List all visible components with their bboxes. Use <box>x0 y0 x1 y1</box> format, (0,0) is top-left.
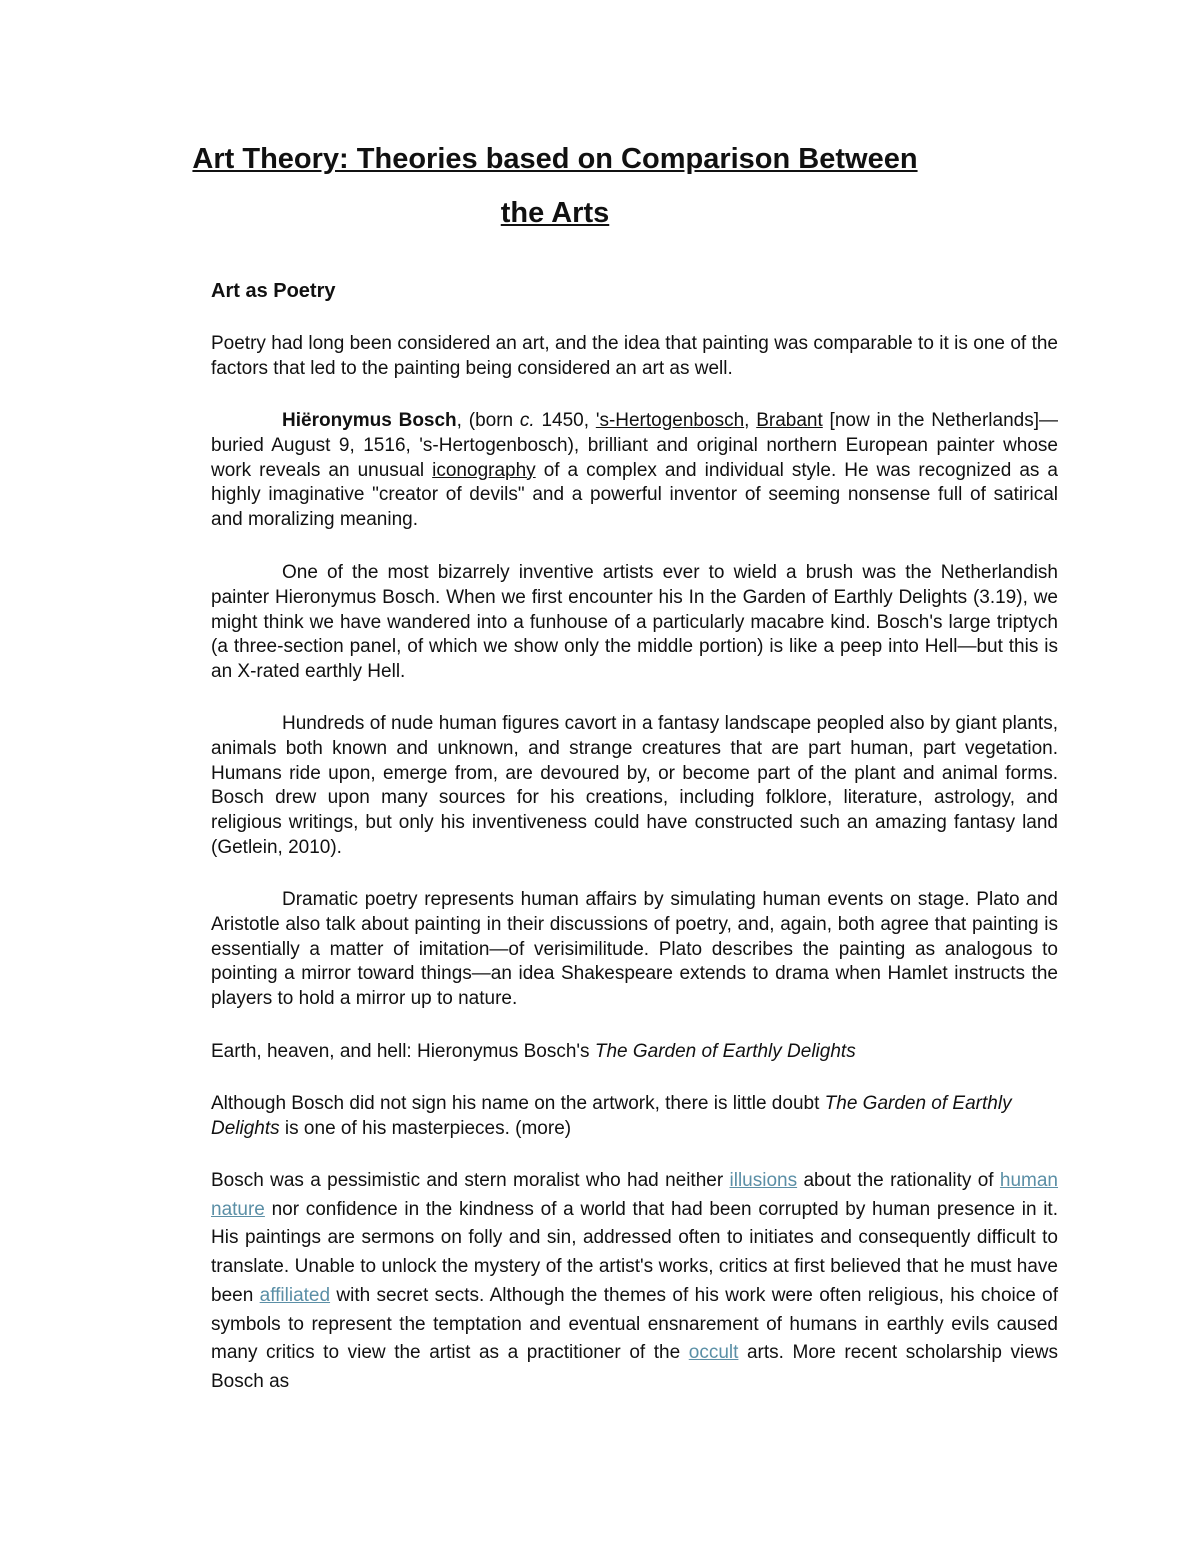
nude-figures-paragraph: Hundreds of nude human figures cavort in a fantasy landscape peopled also by giant plants, animals both known and unknown, and strange creatures that are part human, part vegetation. Humans ride upon, emerge from, are devoured by, or become part of the plant and animal forms. Bosch drew upon many sources for his creations, including folklore, literature, astrology, and religious writings, but only his inventiveness could have constructed such an amazing fantasy land (Getlein, 2010). <box>211 713 1058 858</box>
human-nature-link[interactable]: human nature <box>211 1170 1059 1220</box>
hertogenbosch-link[interactable]: 's-Hertogenbosch <box>595 410 745 431</box>
pessimist-paragraph <box>211 1167 1058 1397</box>
page-title-line-1: Art Theory: Theories based on Comparison Between <box>192 143 918 175</box>
bosch-text-1: , (born <box>456 410 520 431</box>
intro-paragraph: Poetry had long been considered an art, and the idea that painting was comparable to it is one of the factors that led to the painting being considered an art as well. <box>211 333 1058 379</box>
pessimist-text-2: about the rationality of <box>797 1170 1000 1191</box>
pessimist-text-3: nor confidence in the kindness of a world that had been corrupted by human presence in it. His paintings are sermons on folly and sin, addressed often to initiates and consequently difficult to translate. Unable to unlock the mystery of the artist's works, critics at first believed that he must have been <box>211 1198 1058 1306</box>
pessimist-text-1: Bosch was a pessimistic and stern moralist who had neither <box>211 1170 730 1191</box>
section-heading: Art as Poetry <box>211 280 336 302</box>
dramatic-poetry-paragraph: Dramatic poetry represents human affairs by simulating human events on stage. Plato and Aristotle also talk about painting in their discussions of poetry, and, again, both agree that painting is essentially a matter of imitation—of verisimilitude. Plato describes the painting as analogous to pointing a mirror toward things—an idea Shakespeare extends to drama when Hamlet instructs the players to hold a mirror up to nature. <box>211 889 1058 1010</box>
affiliated-link[interactable]: affiliated <box>259 1284 331 1306</box>
iconography-link[interactable]: iconography <box>432 459 536 481</box>
bosch-name: Hiëronymus Bosch <box>282 410 457 431</box>
occult-link[interactable]: occult <box>688 1342 739 1364</box>
bosch-text-5: of a complex and individual style. He was recognized as a highly imaginative "creator of devils" and a powerful inventor of seeming nonsense full of satirical and moralizing meaning. <box>211 459 1058 531</box>
caption-title: The Garden of Earthly Delights <box>594 1041 856 1062</box>
page-title-line-2: the Arts <box>500 197 610 229</box>
brabant-link[interactable]: Brabant <box>756 410 823 431</box>
illusions-link[interactable]: illusions <box>729 1170 798 1191</box>
although-title: The Garden of Earthly Delights <box>211 1093 1012 1139</box>
bosch-text-2: 1450, <box>534 410 596 431</box>
image-caption <box>211 1040 1058 1065</box>
although-text-1: Although Bosch did not sign his name on the artwork, there is little doubt <box>211 1093 825 1114</box>
caption-prefix: Earth, heaven, and hell: Hieronymus Bosch's <box>211 1041 595 1062</box>
bosch-text-4: [now in the Netherlands]—buried August 9, 1516, 's-Hertogenbosch), brilliant and original northern European painter whose work reveals an unusual <box>211 410 1058 481</box>
bosch-text-3: , <box>744 410 757 431</box>
bizarre-artist-paragraph: One of the most bizarrely inventive artists ever to wield a brush was the Netherlandish painter Hieronymus Bosch. When we first encounter his In the Garden of Earthly Delights (3.19), we might think we have wandered into a funhouse of a particularly macabre kind. Bosch's large triptych (a three-section panel, of which we show only the middle portion) is like a peep into Hell—but this is an X-rated earthly Hell. <box>211 562 1058 683</box>
bosch-entry-paragraph <box>211 409 1058 533</box>
although-paragraph <box>211 1092 1058 1142</box>
pessimist-text-5: arts. More recent scholarship views Bosch as <box>211 1342 1058 1392</box>
although-text-2: is one of his masterpieces. (more) <box>279 1117 572 1139</box>
circa-abbr: c. <box>519 410 535 431</box>
pessimist-text-4: with secret sects. Although the themes of his work were often religious, his choice of symbols to represent the temptation and eventual ensnarement of humans in earthly evils caused many critics to view the artist as a practitioner of the <box>211 1284 1058 1364</box>
